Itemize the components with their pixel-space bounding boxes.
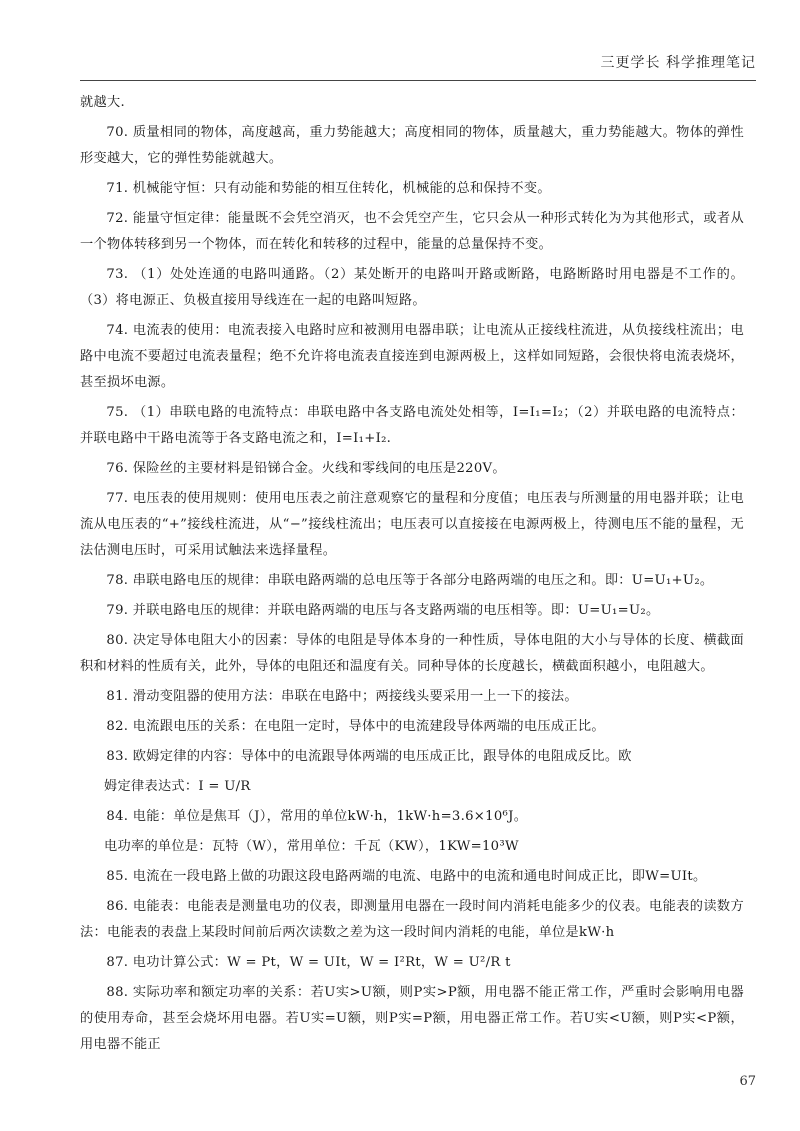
paragraph-76: 76. 保险丝的主要材料是铅锑合金。火线和零线间的电压是220V。 xyxy=(106,461,506,476)
paragraph-84: 84. 电能：单位是焦耳（J），常用的单位kW·h，1kW·h=3.6×10⁶J。 xyxy=(106,809,528,824)
paragraph-78: 78. 串联电路电压的规律：串联电路两端的总电压等于各部分电路两端的电压之和。即：U=U₁+U₂。 xyxy=(106,573,714,588)
paragraph-74: 74. 电流表的使用：电流表接入电路时应和被测用电器串联；让电流从正接线柱流进，从负接线柱流出；电路中电流不要超过电流表量程；绝不允许将电流表直接连到电源两极上，这样如同短路，会很快将电流表烧坏，甚至损坏电源。 xyxy=(80,323,744,390)
paragraph-88: 88. 实际功率和额定功率的关系：若U实>U额，则P实>P额，用电器不能正常工作，严重时会影响用电器的使用寿命，甚至会烧坏用电器。若U实=U额，则P实=P额，用电器正常工作。若U实<U额，则P实<P额，用电器不能正 xyxy=(80,985,744,1052)
page-number: 67 xyxy=(739,1074,756,1089)
paragraph-73: 73. （1）处处连通的电路叫通路。（2）某处断开的电路叫开路或断路，电路断路时用电器是不工作的。（3）将电源正、负极直接用导线连在一起的电路叫短路。 xyxy=(80,267,744,308)
paragraph-84-power-units: 电功率的单位是：瓦特（W），常用单位：千瓦（KW），1KW=10³W xyxy=(104,839,519,854)
paragraph-72: 72. 能量守恒定律：能量既不会凭空消灭，也不会凭空产生，它只会从一种形式转化为为其他形式，或者从一个物体转移到另一个物体，而在转化和转移的过程中，能量的总量保持不变。 xyxy=(80,211,744,252)
paragraph-80: 80. 决定导体电阻大小的因素：导体的电阻是导体本身的一种性质，导体电阻的大小与导体的长度、横截面积和材料的性质有关，此外，导体的电阻还和温度有关。同种导体的长度越长，横截面积越小，电阻越大。 xyxy=(80,633,744,674)
paragraph-86: 86. 电能表：电能表是测量电功的仪表，即测量用电器在一段时间内消耗电能多少的仪表。电能表的读数方法：电能表的表盘上某段时间前后两次读数之差为这一段时间内消耗的电能，单位是kW·h xyxy=(80,899,744,940)
paragraph-82: 82. 电流跟电压的关系：在电阻一定时，导体中的电流建段导体两端的电压成正比。 xyxy=(106,719,605,734)
paragraph-70: 70. 质量相同的物体，高度越高，重力势能越大；高度相同的物体，质量越大，重力势能越大。物体的弹性形变越大，它的弹性势能就越大。 xyxy=(80,125,744,166)
paragraph-71: 71. 机械能守恒：只有动能和势能的相互住转化，机械能的总和保持不变。 xyxy=(106,181,551,196)
header-divider xyxy=(80,80,756,81)
page-header-title: 三更学长 科学推理笔记 xyxy=(600,55,756,71)
paragraph-87: 87. 电功计算公式：W = Pt，W = UIt，W = I²Rt，W = U²/R t xyxy=(106,955,511,970)
paragraph-continuation: 就越大. xyxy=(80,95,125,110)
paragraph-79: 79. 并联电路电压的规律：并联电路两端的电压与各支路两端的电压相等。即：U=U₁=U₂。 xyxy=(106,603,660,618)
paragraph-77: 77. 电压表的使用规则：使用电压表之前注意观察它的量程和分度值；电压表与所测量的用电器并联；让电流从电压表的“+”接线柱流进，从“−”接线柱流出；电压表可以直接接在电源两极上，待测电压不能的量程，无法估测电压时，可采用试触法来选择量程。 xyxy=(80,491,744,558)
page-body xyxy=(80,90,744,1062)
paragraph-81: 81. 滑动变阻器的使用方法：串联在电路中；两接线头要采用一上一下的接法。 xyxy=(106,689,578,704)
ohm-law-formula: 姆定律表达式：I = U/R xyxy=(104,779,251,794)
paragraph-85: 85. 电流在一段电路上做的功跟这段电路两端的电流、电路中的电流和通电时间成正比，即W=UIt。 xyxy=(106,869,707,884)
paragraph-75: 75. （1）串联电路的电流特点：串联电路中各支路电流处处相等，I=I₁=I₂；（2）并联电路的电流特点：并联电路中干路电流等于各支路电流之和，I=I₁+I₂. xyxy=(80,405,744,446)
paragraph-83: 83. 欧姆定律的内容：导体中的电流跟导体两端的电压成正比，跟导体的电阻成反比。欧 xyxy=(106,749,632,764)
